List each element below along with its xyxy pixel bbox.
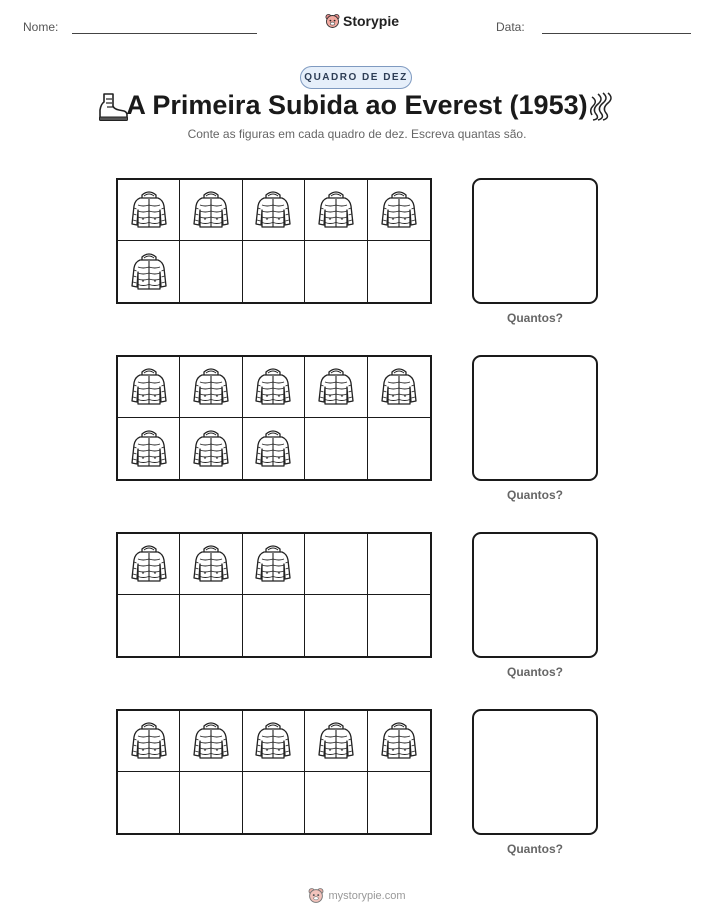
name-line[interactable] [72, 33, 257, 34]
ten-frame-cell [243, 595, 305, 656]
answer-box-2[interactable] [472, 355, 598, 481]
page-title: A Primeira Subida ao Everest (1953) [126, 90, 588, 120]
ten-frame-cell [180, 595, 242, 656]
jacket-icon [314, 188, 358, 232]
ten-frame-cell [368, 241, 430, 302]
ten-frame-3 [116, 532, 432, 658]
jacket-icon [251, 365, 295, 409]
answer-box-3[interactable] [472, 532, 598, 658]
ten-frame-cell [368, 180, 430, 241]
date-label: Data: [496, 20, 525, 34]
ten-frame-cell [243, 418, 305, 479]
footer [0, 887, 714, 904]
jacket-icon [127, 365, 171, 409]
storypie-bear-icon [325, 13, 340, 29]
ten-frame-cell [118, 534, 180, 595]
jacket-icon [127, 719, 171, 763]
ten-frame-cell [243, 357, 305, 418]
brand-name: Storypie [343, 13, 400, 29]
ten-frame-cell [305, 595, 367, 656]
jacket-icon [189, 542, 233, 586]
jacket-icon [127, 188, 171, 232]
ten-frame-cell [305, 772, 367, 833]
ten-frame-cell [305, 711, 367, 772]
ten-frame-cell [180, 418, 242, 479]
answer-label: Quantos? [507, 488, 563, 502]
jacket-icon [189, 719, 233, 763]
answer-box-4[interactable] [472, 709, 598, 835]
ten-frame-cell [243, 772, 305, 833]
ten-frame-cell [118, 711, 180, 772]
ten-frame-cell [243, 711, 305, 772]
ten-frame-cell [243, 180, 305, 241]
ten-frame-cell [180, 711, 242, 772]
ten-frame-cell [118, 595, 180, 656]
jacket-icon [189, 188, 233, 232]
ten-frame-cell [368, 595, 430, 656]
jacket-icon [314, 365, 358, 409]
worksheet-type-badge: QUADRO DE DEZ [300, 66, 412, 89]
jacket-icon [127, 427, 171, 471]
ten-frame-cell [305, 357, 367, 418]
ten-frame-cell [180, 241, 242, 302]
footer-url: mystorypie.com [328, 889, 406, 902]
brand-logo [325, 13, 399, 29]
date-line[interactable] [542, 33, 691, 34]
jacket-icon [251, 427, 295, 471]
ten-frame-4 [116, 709, 432, 835]
ten-frame-cell [368, 534, 430, 595]
jacket-icon [377, 365, 421, 409]
ten-frame-cell [118, 180, 180, 241]
ten-frame-cell [118, 241, 180, 302]
jacket-icon [377, 719, 421, 763]
answer-label: Quantos? [507, 311, 563, 325]
jacket-icon [314, 719, 358, 763]
jacket-icon [251, 719, 295, 763]
ten-frame-cell [118, 357, 180, 418]
ten-frame-1 [116, 178, 432, 304]
instructions: Conte as figuras em cada quadro de dez. Escreva quantas são. [187, 127, 527, 141]
ten-frame-cell [180, 534, 242, 595]
answer-label: Quantos? [507, 842, 563, 856]
ten-frame-cell [368, 772, 430, 833]
answer-label: Quantos? [507, 665, 563, 679]
ten-frame-cell [243, 534, 305, 595]
jacket-icon [189, 365, 233, 409]
answer-box-1[interactable] [472, 178, 598, 304]
ten-frame-cell [180, 772, 242, 833]
jacket-icon [377, 188, 421, 232]
ten-frame-cell [180, 180, 242, 241]
ten-frame-2 [116, 355, 432, 481]
ten-frame-cell [118, 772, 180, 833]
ten-frame-cell [305, 180, 367, 241]
ten-frame-cell [305, 418, 367, 479]
ten-frame-cell [180, 357, 242, 418]
ten-frame-cell [368, 357, 430, 418]
jacket-icon [189, 427, 233, 471]
ten-frame-cell [305, 241, 367, 302]
jacket-icon [127, 250, 171, 294]
ten-frame-cell [368, 418, 430, 479]
ten-frame-cell [118, 418, 180, 479]
ten-frame-cell [305, 534, 367, 595]
storypie-bear-icon [308, 887, 324, 904]
name-label: Nome: [23, 20, 59, 34]
ten-frame-cell [368, 711, 430, 772]
jacket-icon [127, 542, 171, 586]
jacket-icon [251, 542, 295, 586]
jacket-icon [251, 188, 295, 232]
rope-icon [586, 90, 616, 122]
ten-frame-cell [243, 241, 305, 302]
